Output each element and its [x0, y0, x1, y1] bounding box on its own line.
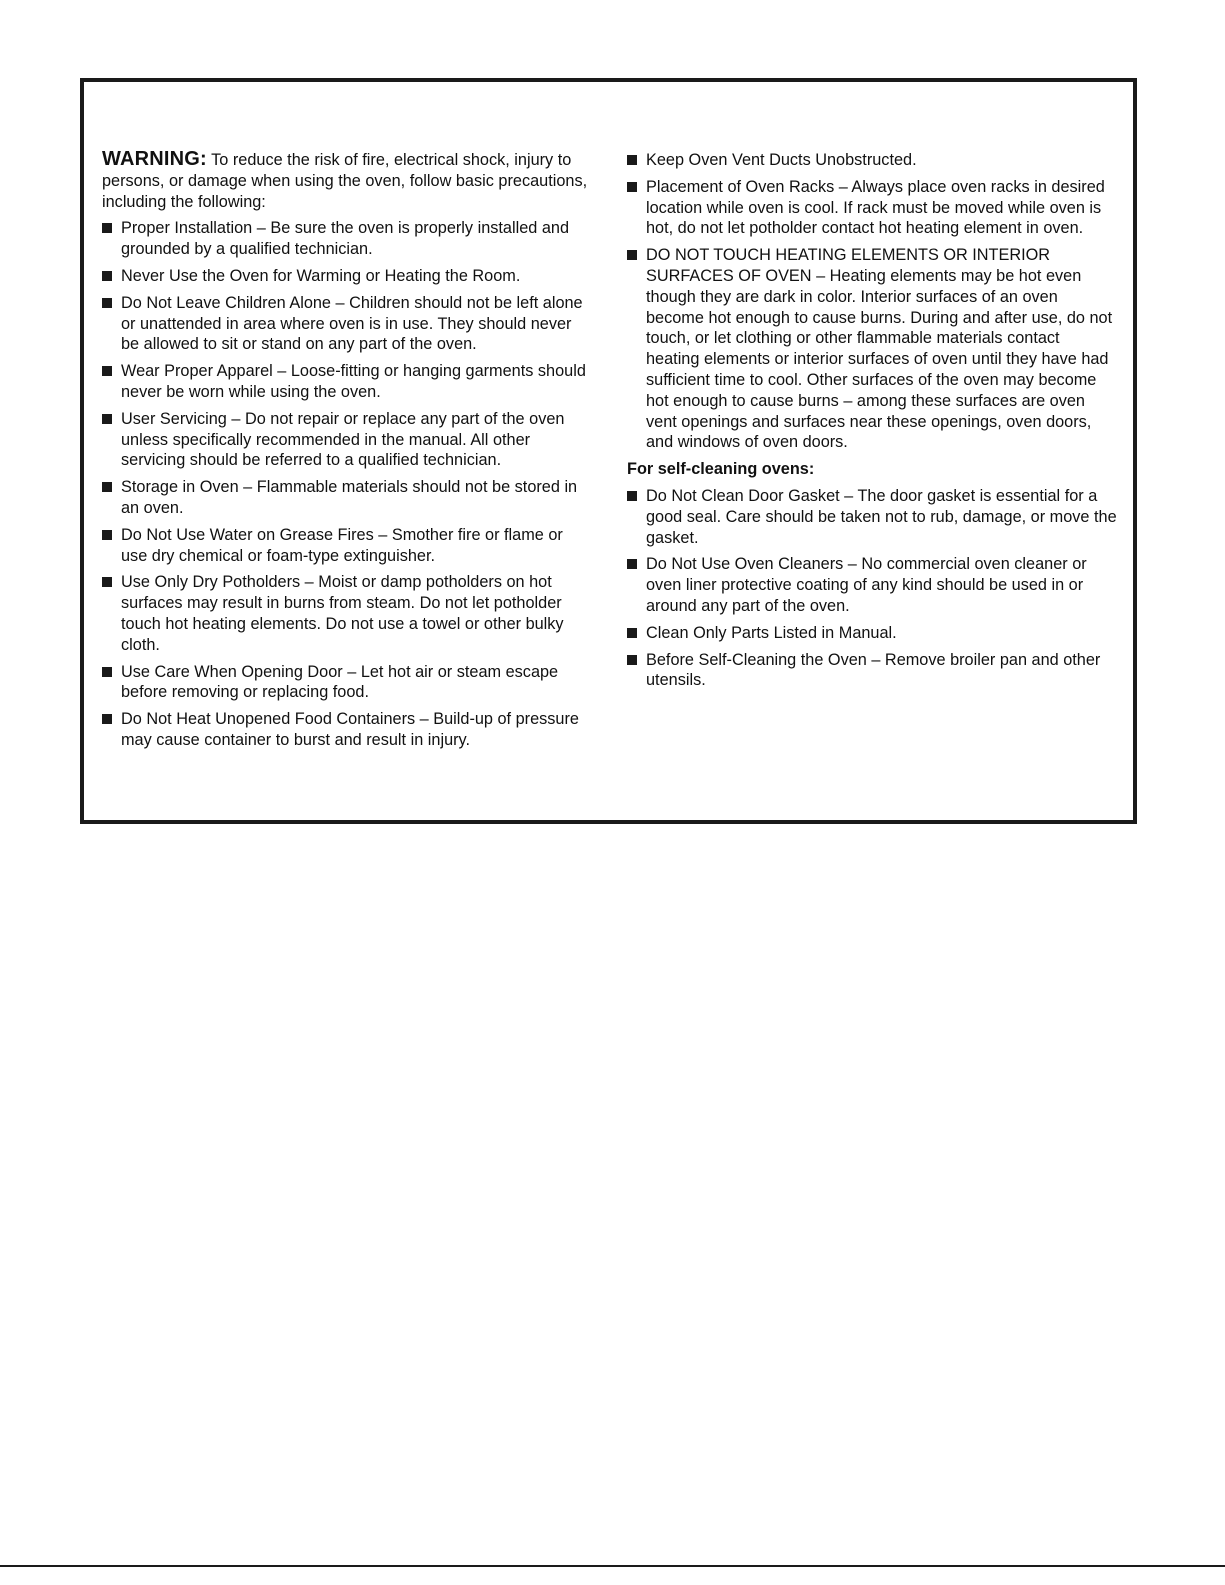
square-bullet-icon — [102, 366, 112, 376]
list-item — [627, 486, 1117, 548]
list-item — [627, 177, 1117, 239]
list-item-text: Use Care When Opening Door – Let hot air or steam escape before removing or replacing food. — [121, 662, 559, 702]
list-item — [627, 650, 1117, 692]
square-bullet-icon — [102, 577, 112, 587]
list-item-text: Storage in Oven – Flammable materials should not be stored in an oven. — [121, 478, 578, 517]
list-item — [627, 623, 1117, 644]
square-bullet-icon — [102, 482, 112, 492]
list-item-text: DO NOT TOUCH HEATING ELEMENTS OR INTERIOR SURFACES OF OVEN – Heating elements may be hot even though they are dark in color. Interior surfaces of an oven become hot enough to cause burns. During and after use, do not touch, or let clothing or other flammable materials contact heating elements or interior surfaces of oven until they have had sufficient time to cool. Other surfaces of the oven may become hot enough to cause burns – among these surfaces are oven vent openings and surfaces near these openings, oven doors, and windows of oven doors. — [646, 246, 1113, 452]
list-item — [102, 218, 592, 260]
self-cleaning-list — [627, 486, 1117, 691]
list-item — [627, 245, 1117, 453]
list-item-text: Do Not Clean Door Gasket – The door gasket is essential for a good seal. Care should be taken not to rub, damage, or move the gasket. — [646, 486, 1117, 547]
square-bullet-icon — [627, 559, 637, 569]
list-item — [102, 709, 592, 751]
list-item-text: Never Use the Oven for Warming or Heating the Room. — [121, 266, 521, 285]
square-bullet-icon — [102, 414, 112, 424]
list-item — [102, 409, 592, 471]
self-cleaning-heading: For self-cleaning ovens: — [627, 460, 815, 479]
square-bullet-icon — [102, 223, 112, 233]
square-bullet-icon — [627, 155, 637, 165]
list-item — [102, 572, 592, 655]
list-item-text: Use Only Dry Potholders – Moist or damp potholders on hot surfaces may result in burns from steam. Do not let potholder touch hot heating elements. Do not use a towel or other bulky cloth. — [121, 573, 564, 654]
list-item-text: Keep Oven Vent Ducts Unobstructed. — [646, 151, 917, 169]
square-bullet-icon — [102, 667, 112, 677]
list-item — [102, 293, 592, 355]
list-item-text: Do Not Use Oven Cleaners – No commercial oven cleaner or oven liner protective coating of any kind should be used in or around any part of the oven. — [646, 555, 1087, 615]
list-item — [627, 150, 1117, 171]
page-bottom-rule — [0, 1565, 1225, 1567]
list-item — [102, 266, 592, 287]
warning-label: WARNING: — [102, 148, 207, 170]
list-item-text: Do Not Heat Unopened Food Containers – Build-up of pressure may cause container to burst and result in injury. — [121, 710, 579, 749]
list-item-text: Placement of Oven Racks – Always place oven racks in desired location while oven is cool. If rack must be moved while oven is hot, do not let potholder contact hot heating element in oven. — [646, 177, 1105, 238]
left-column — [102, 149, 592, 757]
list-item-text: Proper Installation – Be sure the oven is properly installed and grounded by a qualified technician. — [121, 219, 569, 259]
warning-box — [80, 78, 1137, 824]
list-item — [102, 662, 592, 704]
square-bullet-icon — [102, 714, 112, 724]
list-item-text: Do Not Leave Children Alone – Children should not be left alone or unattended in area where oven is in use. They should never be allowed to sit or stand on any part of the oven. — [121, 293, 583, 354]
square-bullet-icon — [627, 655, 637, 665]
square-bullet-icon — [102, 298, 112, 308]
square-bullet-icon — [627, 250, 637, 260]
list-item — [102, 361, 592, 403]
list-item-text: Do Not Use Water on Grease Fires – Smother fire or flame or use dry chemical or foam-type extinguisher. — [121, 525, 563, 565]
square-bullet-icon — [102, 271, 112, 281]
square-bullet-icon — [102, 530, 112, 540]
list-item-text: Before Self-Cleaning the Oven – Remove broiler pan and other utensils. — [646, 650, 1101, 690]
list-item — [102, 525, 592, 567]
list-item — [627, 554, 1117, 616]
warning-intro-text: To reduce the risk of fire, electrical shock, injury to persons, or damage when using the oven, follow basic precautions, including the following: — [102, 151, 588, 211]
list-item-text: Wear Proper Apparel – Loose-fitting or hanging garments should never be worn while using the oven. — [121, 362, 586, 401]
right-list — [627, 150, 1117, 453]
left-list — [102, 218, 592, 750]
list-item-text: Clean Only Parts Listed in Manual. — [646, 623, 897, 642]
list-item-text: User Servicing – Do not repair or replace any part of the oven unless specifically recommended in the manual. All other servicing should be referred to a qualified technician. — [121, 409, 565, 470]
warning-intro — [102, 149, 592, 212]
list-item — [102, 477, 592, 519]
square-bullet-icon — [627, 628, 637, 638]
square-bullet-icon — [627, 182, 637, 192]
right-column — [627, 150, 1117, 697]
square-bullet-icon — [627, 491, 637, 501]
